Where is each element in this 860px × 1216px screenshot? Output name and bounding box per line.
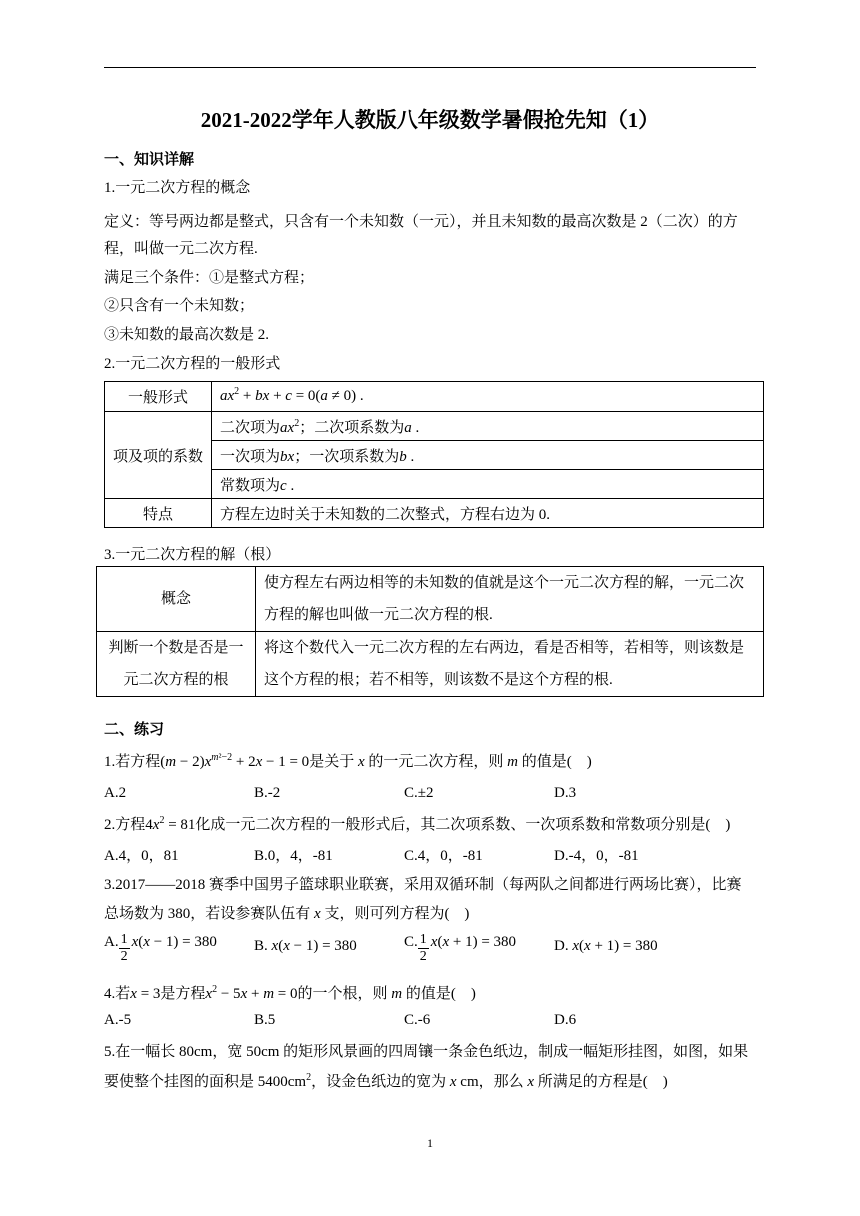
section-heading-exercises: 二、练习 (104, 722, 165, 738)
option-d: D.-4，0，-81 (554, 848, 639, 864)
option-c: C.-6 (404, 1012, 431, 1028)
table-cell: 常数项为c . (212, 470, 764, 499)
table-cell-label: 特点 (105, 499, 212, 528)
paragraph: 定义：等号两边都是整式，只含有一个未知数（一元），并且未知数的最高次数是 2（二次）的方 (104, 214, 738, 230)
general-form-table (104, 381, 764, 528)
option-c: C. $\frac{1}{2}$ x(x + 1) = 380 (404, 932, 517, 964)
option-c: C.±2 (404, 785, 434, 801)
question-5-line-2: 要使整个挂图的面积是 $5400cm^2$，设金色纸边的宽为 x cm，那么 x 所满足的方程是( ) (104, 1072, 668, 1090)
question-2: 2.方程$4x^2 = 81$化成一元二次方程的一般形式后，其二次项系数、一次项系数和常数项分别是( ) (104, 815, 731, 833)
option-b: B.0，4，-81 (254, 848, 333, 864)
option-a: A.-5 (104, 1012, 132, 1028)
option-a: A. $\frac{1}{2}$ x(x − 1) = 380 (104, 932, 217, 964)
table-cell-formula: $ax^2$ + bx + c = 0(a ≠ 0) . (212, 382, 764, 412)
table-cell: 将这个数代入一元二次方程的左右两边，看是否相等，若相等，则该数是 这个方程的根；若不相等，则该数不是这个方程的根. (256, 632, 764, 697)
option-b: B.5 (254, 1012, 276, 1028)
option-a: A.4，0，81 (104, 848, 179, 864)
table-cell: 二次项为$ax^2$；二次项系数为a . (212, 412, 764, 441)
option-d: D.3 (554, 785, 577, 801)
question-5: 5.在一幅长 80cm，宽 50cm 的矩形风景画的四周镶一条金色纸边，制成一幅矩形挂图，如图，如果 (104, 1044, 749, 1060)
section-heading-knowledge: 一、知识详解 (104, 152, 195, 168)
page-number: 1 (427, 1136, 433, 1150)
paragraph: 3.一元二次方程的解（根） (104, 547, 281, 563)
paragraph: 2.一元二次方程的一般形式 (104, 356, 281, 372)
solution-table (96, 566, 764, 697)
question-3: 3.2017——2018 赛季中国男子篮球职业联赛，采用双循环制（每两队之间都进行两场比赛），比赛 (104, 877, 742, 893)
table-cell-label: 项及项的系数 (105, 412, 212, 499)
question-3-line-2: 总场数为 380，若设参赛队伍有 x 支，则可列方程为( ) (104, 906, 470, 922)
option-c: C.4，0，-81 (404, 848, 483, 864)
option-b: B.-2 (254, 785, 281, 801)
option-a: A.2 (104, 785, 127, 801)
table-cell: 使方程左右两边相等的未知数的值就是这个一元二次方程的解，一元二次 方程的解也叫做一元二次方程的根. (256, 567, 764, 632)
paragraph: 程，叫做一元二次方程. (104, 241, 258, 257)
table-cell-label: 概念 (97, 567, 256, 632)
page-title: 2021-2022学年人教版八年级数学暑假抢先知（1） (200, 108, 660, 132)
option-b: B. x(x − 1) = 380 (254, 938, 357, 954)
paragraph: 满足三个条件：①是整式方程； (104, 270, 315, 286)
question-4: 4.若x = 3是方程$x^2 - 5x + m = 0$的一个根，则 m 的值是( ) (104, 984, 476, 1002)
paragraph: 1.一元二次方程的概念 (104, 180, 251, 196)
question-1: 1.若方程$(m - 2)x^{m^2-2} + 2x - 1 = 0$是关于 x 的一元二次方程，则 m 的值是( ) (104, 752, 592, 770)
paragraph: ②只含有一个未知数； (104, 298, 255, 314)
paragraph: ③未知数的最高次数是 2. (104, 327, 270, 343)
table-cell: 方程左边时关于未知数的二次整式，方程右边为 0. (212, 499, 764, 528)
option-d: D.6 (554, 1012, 577, 1028)
table-cell-label: 一般形式 (105, 382, 212, 412)
header-rule (104, 67, 756, 68)
table-cell-label: 判断一个数是否是一 元二次方程的根 (97, 632, 256, 697)
table-cell: 一次项为bx；一次项系数为b . (212, 441, 764, 470)
option-d: D. x(x + 1) = 380 (554, 938, 658, 954)
